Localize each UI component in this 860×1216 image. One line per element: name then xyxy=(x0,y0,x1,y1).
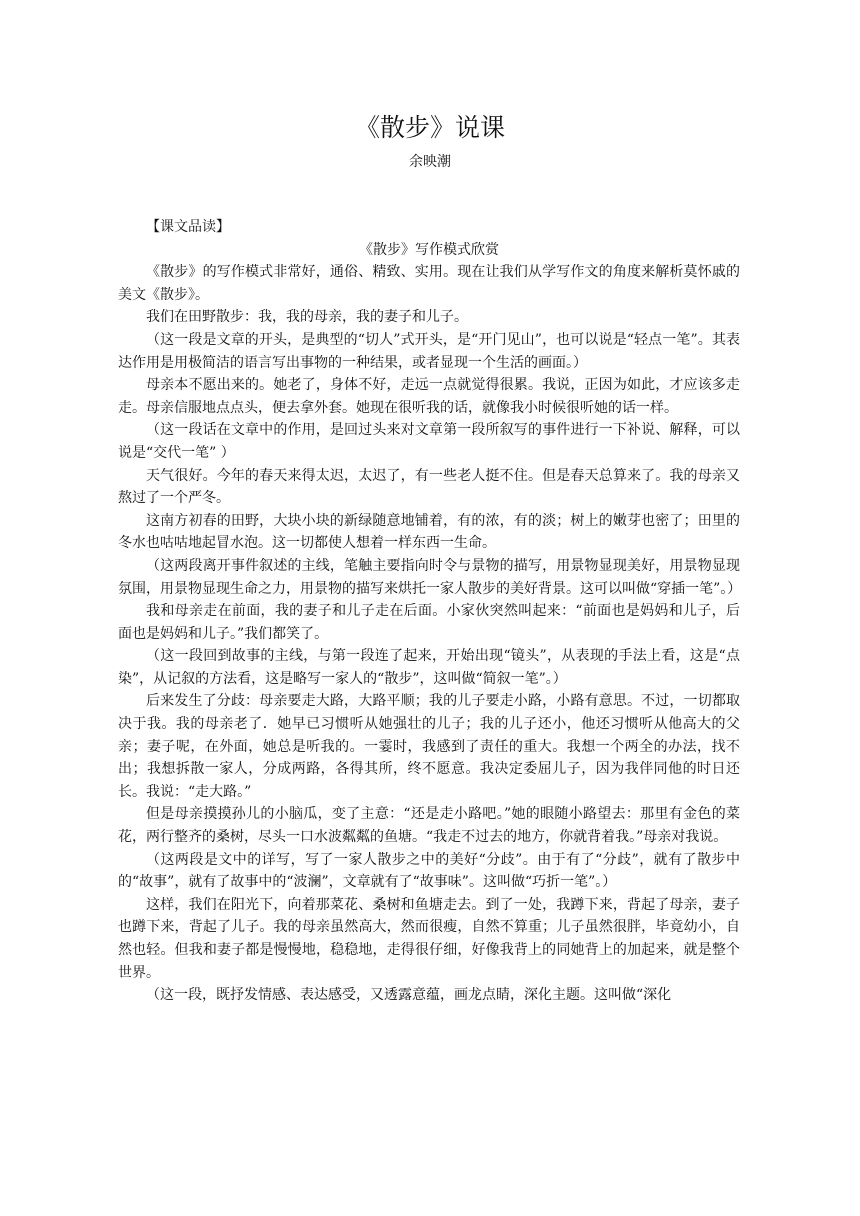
paragraph: （这一段是文章的开头，是典型的“切人”式开头，是“开门见山”，也可以说是“轻点一笔”。其表达作用是用极简洁的语言写出事物的一种结果，或者显现一个生活的画面。） xyxy=(118,331,740,371)
paragraph: （这两段离开事件叙述的主线，笔触主要指向时令与景物的描写，用景物显现美好，用景物显现氛围，用景物显现生命之力，用景物的描写来烘托一家人散步的美好背景。这可以叫做“穿插一笔”。） xyxy=(118,557,742,597)
paragraph: 我们在田野散步：我，我的母亲，我的妻子和儿子。 xyxy=(146,309,468,326)
paragraph: （这两段是文中的详写，写了一家人散步之中的美好“分歧”。由于有了“分歧”，就有了散步中的“故事”，就有了故事中的“波澜”，文章就有了“故事味”。这叫做“巧折一笔”。） xyxy=(118,851,740,891)
document-title: 《散步》说课 xyxy=(354,113,505,142)
paragraph: （这一段，既抒发情感、表达感受，又透露意蕴，画龙点睛，深化主题。这叫做“深化 xyxy=(146,987,672,1004)
paragraph: （这一段话在文章中的作用，是回过头来对文章第一段所叙写的事件进行一下补说、解释，可以说是“交代一笔” ） xyxy=(118,422,740,461)
paragraph: （这一段回到故事的主线，与第一段连了起来，开始出现“镜头”，从表现的手法上看，这是“点染”，从记叙的方法看，这是略写一家人的“散步”，这叫做“简叙一笔”。） xyxy=(118,648,740,687)
paragraph: 这样，我们在阳光下，向着那菜花、桑树和鱼塘走去。到了一处，我蹲下来，背起了母亲，妻子也蹲下来，背起了儿子。我的母亲虽然高大，然而很瘦，自然不算重；儿子虽然很胖，毕竟幼小，自然也轻。但我和妻子都是慢慢地，稳稳地，走得很仔细，好像我背上的同她背上的加起来，就是整个世界。 xyxy=(118,896,740,981)
paragraph: 但是母亲摸摸孙儿的小脑瓜，变了主意：“还是走小路吧。”她的眼随小路望去：那里有金色的菜花，两行整齐的桑树，尽头一口水波粼粼的鱼塘。“我走不过去的地方，你就背着我。”母亲对我说。 xyxy=(118,806,740,846)
section-subtitle: 《散步》写作模式欣赏 xyxy=(359,241,499,258)
document-body xyxy=(118,216,740,1007)
paragraph: 后来发生了分歧：母亲要走大路，大路平顺；我的儿子要走小路，小路有意思。不过，一切都取决于我。我的母亲老了．她早已习惯听从她强壮的儿子；我的儿子还小，他还习惯听从他高大的父亲；妻子呢，在外面，她总是听我的。一霎时，我感到了责任的重大。我想一个两全的办法，找不出；我想拆散一家人，分成两路，各得其所，终不愿意。我决定委屈儿子，因为我伴同他的时日还长。我说：“走大路。” xyxy=(118,693,740,800)
paragraph: 这南方初春的田野，大块小块的新绿随意地铺着，有的浓，有的淡；树上的嫩芽也密了；田里的冬水也咕咕地起冒水泡。这一切都使人想着一样东西一生命。 xyxy=(118,512,740,552)
paragraph: 《散步》的写作模式非常好，通俗、精致、实用。现在让我们从学写作文的角度来解析莫怀戚的美文《散步》。 xyxy=(118,264,740,303)
paragraph: 天气很好。今年的春天来得太迟，太迟了，有一些老人挺不住。但是春天总算来了。我的母亲又熬过了一个严冬。 xyxy=(118,467,740,507)
section-heading: 【课文品读】 xyxy=(146,219,230,235)
author-name: 余映潮 xyxy=(409,154,451,170)
paragraph: 母亲本不愿出来的。她老了，身体不好，走远一点就觉得很累。我说，正因为如此，才应该多走走。母亲信服地点点头，便去拿外套。她现在很听我的话，就像我小时候很听她的话一样。 xyxy=(118,377,740,416)
paragraph: 我和母亲走在前面，我的妻子和儿子走在后面。小家伙突然叫起来：“前面也是妈妈和儿子，后面也是妈妈和儿子。”我们都笑了。 xyxy=(118,603,740,642)
